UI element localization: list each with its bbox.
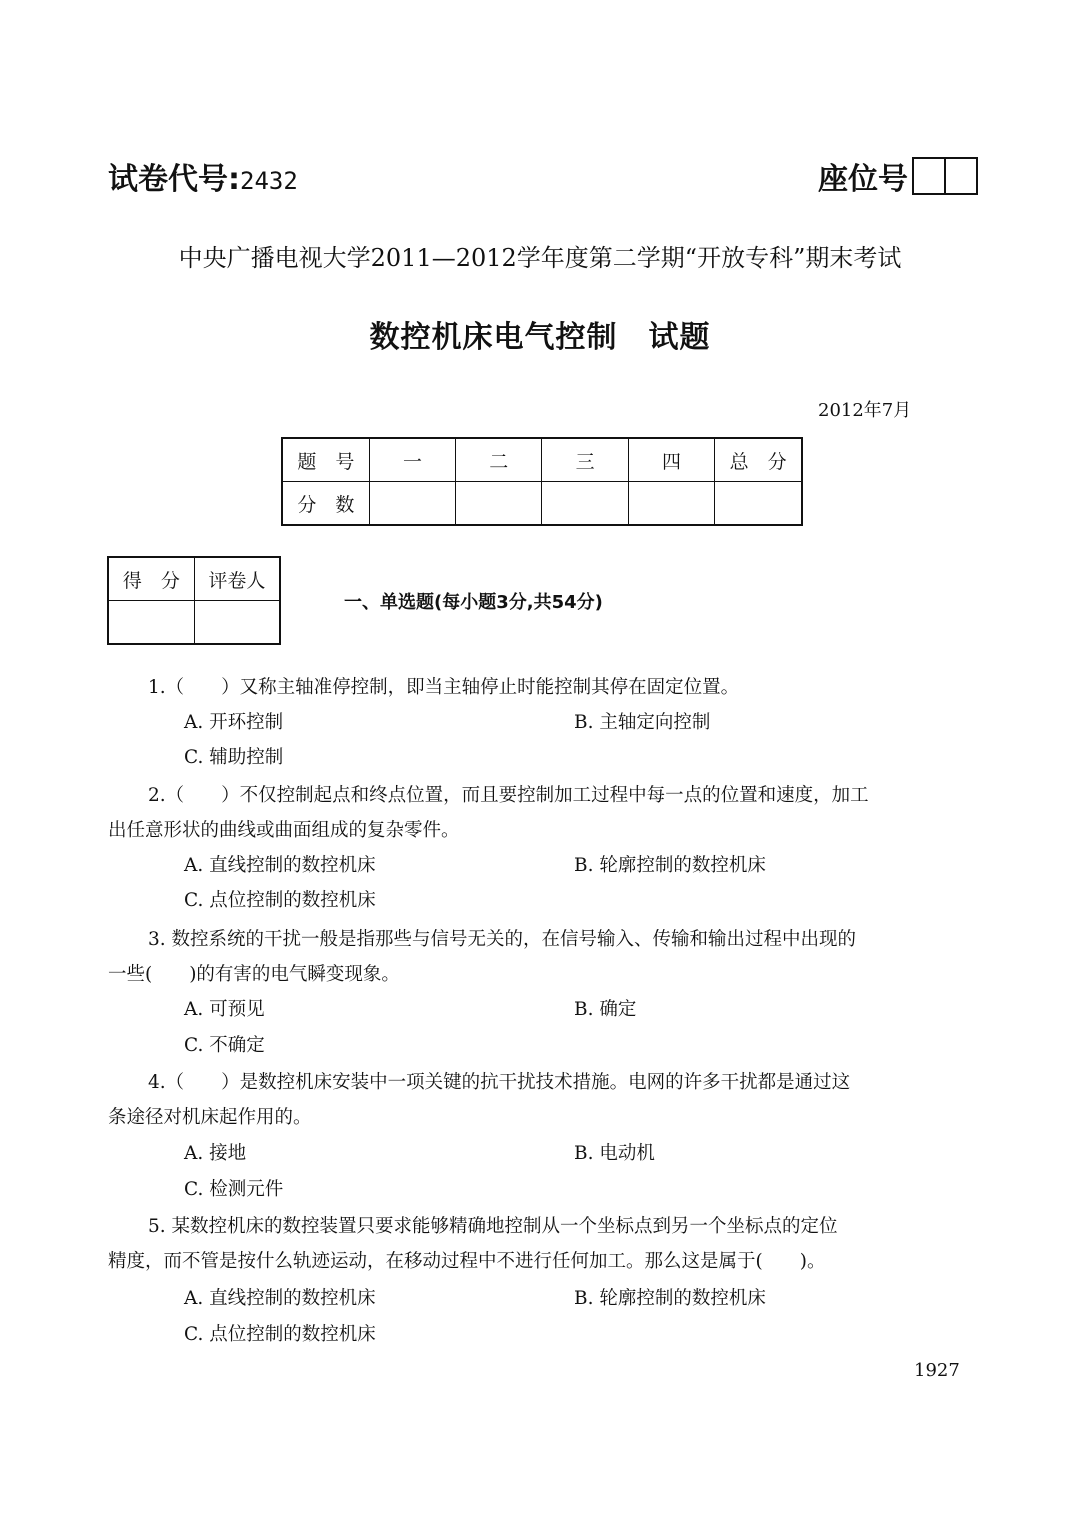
question-2-option-c[interactable]: C. 点位控制的数控机床 bbox=[184, 890, 376, 911]
score-table-cell: 题 号 bbox=[282, 438, 369, 482]
score-table-cell: 总 分 bbox=[715, 438, 802, 482]
question-4-option-b[interactable]: B. 电动机 bbox=[574, 1143, 655, 1164]
score-entry-cell[interactable] bbox=[628, 482, 714, 526]
seat-number-label: 座位号 bbox=[818, 162, 908, 197]
question-3-option-b[interactable]: B. 确定 bbox=[574, 999, 637, 1020]
question-4-text-cont: 条途径对机床起作用的。 bbox=[108, 1107, 312, 1128]
question-4-option-a[interactable]: A. 接地 bbox=[184, 1143, 247, 1164]
exam-title: 中央广播电视大学2011—2012学年度第二学期“开放专科”期末考试 bbox=[178, 244, 902, 272]
question-2-option-a[interactable]: A. 直线控制的数控机床 bbox=[184, 855, 376, 876]
grader-table-cell: 得 分 bbox=[108, 557, 194, 601]
seat-number bbox=[818, 154, 978, 198]
grader-entry-cell[interactable] bbox=[194, 601, 280, 645]
question-5-option-a[interactable]: A. 直线控制的数控机床 bbox=[184, 1288, 376, 1309]
score-table-cell: 分 数 bbox=[282, 482, 369, 526]
grader-table-entry-row bbox=[108, 601, 280, 645]
seat-box[interactable] bbox=[944, 159, 976, 193]
question-3-text: 3. 数控系统的干扰一般是指那些与信号无关的，在信号输入、传输和输出过程中出现的 bbox=[148, 929, 857, 950]
score-table-score-row bbox=[282, 482, 802, 526]
question-2-text: 2.（ ）不仅控制起点和终点位置，而且要控制加工过程中每一点的位置和速度，加工 bbox=[148, 785, 869, 806]
score-table-cell: 二 bbox=[456, 438, 542, 482]
exam-date: 2012年7月 bbox=[818, 400, 912, 421]
paper-code-label: 试卷代号: bbox=[108, 162, 240, 197]
question-3-option-a[interactable]: A. 可预见 bbox=[184, 999, 265, 1020]
question-1-option-b[interactable]: B. 主轴定向控制 bbox=[574, 712, 711, 733]
score-table-cell: 四 bbox=[628, 438, 714, 482]
score-table bbox=[281, 437, 803, 526]
question-2-option-b[interactable]: B. 轮廓控制的数控机床 bbox=[574, 855, 766, 876]
score-entry-cell[interactable] bbox=[542, 482, 628, 526]
page-number: 1927 bbox=[914, 1360, 960, 1381]
question-5-text: 5. 某数控机床的数控装置只要求能够精确地控制从一个坐标点到另一个坐标点的定位 bbox=[148, 1216, 838, 1237]
question-1-option-c[interactable]: C. 辅助控制 bbox=[184, 747, 284, 768]
score-table-cell: 一 bbox=[369, 438, 455, 482]
seat-number-boxes[interactable] bbox=[912, 157, 978, 195]
score-table-header-row bbox=[282, 438, 802, 482]
question-2-text-cont: 出任意形状的曲线或曲面组成的复杂零件。 bbox=[108, 820, 460, 841]
question-4-text: 4.（ ）是数控机床安装中一项关键的抗干扰技术措施。电网的许多干扰都是通过这 bbox=[148, 1072, 851, 1093]
score-entry-cell[interactable] bbox=[715, 482, 802, 526]
question-5-text-cont: 精度，而不管是按什么轨迹运动，在移动过程中不进行任何加工。那么这是属于( )。 bbox=[108, 1251, 826, 1272]
score-table-cell: 三 bbox=[542, 438, 628, 482]
score-entry-cell[interactable] bbox=[456, 482, 542, 526]
paper-code bbox=[108, 154, 298, 198]
grader-entry-cell[interactable] bbox=[108, 601, 194, 645]
paper-code-value: 2432 bbox=[240, 167, 298, 195]
grader-table-cell: 评卷人 bbox=[194, 557, 280, 601]
question-5-option-c[interactable]: C. 点位控制的数控机床 bbox=[184, 1324, 376, 1345]
question-1-option-a[interactable]: A. 开环控制 bbox=[184, 712, 284, 733]
question-5-option-b[interactable]: B. 轮廓控制的数控机床 bbox=[574, 1288, 766, 1309]
score-entry-cell[interactable] bbox=[369, 482, 455, 526]
grader-table bbox=[107, 556, 281, 645]
question-4-option-c[interactable]: C. 检测元件 bbox=[184, 1179, 284, 1200]
question-3-text-cont: 一些( )的有害的电气瞬变现象。 bbox=[108, 964, 400, 985]
section-heading: 一、单选题(每小题3分,共54分) bbox=[344, 592, 603, 613]
question-3-option-c[interactable]: C. 不确定 bbox=[184, 1035, 265, 1056]
grader-table-header-row bbox=[108, 557, 280, 601]
seat-box[interactable] bbox=[914, 159, 944, 193]
question-1-text: 1.（ ）又称主轴准停控制，即当主轴停止时能控制其停在固定位置。 bbox=[148, 677, 740, 698]
subject-title: 数控机床电气控制 试题 bbox=[369, 320, 711, 355]
